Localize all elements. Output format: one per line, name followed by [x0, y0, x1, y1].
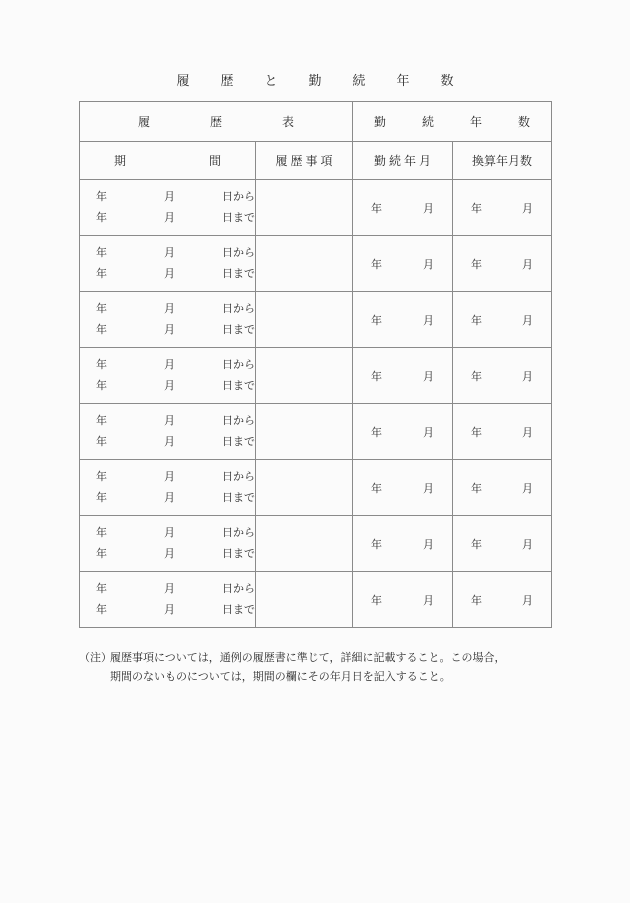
period-cell[interactable]	[80, 180, 256, 236]
column-header-period-end: 間	[208, 154, 221, 168]
converted-year-unit: 年	[471, 594, 483, 607]
footnote-text-1: 履歴事項については，通例の履歴書に準じて，詳細に記載すること。この場合，	[110, 652, 506, 664]
period-from-month-unit: 月	[164, 582, 175, 595]
converted-month-unit: 月	[522, 538, 534, 551]
period-cell[interactable]	[80, 460, 256, 516]
period-from-day-unit: 日から	[222, 526, 255, 539]
period-to-month-unit: 月	[164, 323, 175, 336]
service-years-cell[interactable]	[353, 348, 453, 404]
service-year-unit: 年	[371, 258, 383, 271]
service-years-cell[interactable]	[353, 460, 453, 516]
period-to-line	[80, 432, 255, 453]
period-from-line	[80, 411, 255, 432]
column-header-converted-years: 換算年月数	[453, 142, 552, 180]
period-from-line	[80, 579, 255, 600]
matter-cell[interactable]	[256, 236, 353, 292]
group-header-history: 履 歴 表	[80, 102, 353, 142]
period-from-year-unit: 年	[96, 414, 107, 427]
converted-year-unit: 年	[471, 538, 483, 551]
period-from-month-unit: 月	[164, 302, 175, 315]
service-years-units	[353, 256, 452, 272]
service-month-unit: 月	[423, 594, 435, 607]
period-to-line	[80, 544, 255, 565]
converted-years-cell[interactable]	[453, 460, 552, 516]
service-month-unit: 月	[423, 202, 435, 215]
converted-years-cell[interactable]	[453, 404, 552, 460]
service-year-unit: 年	[371, 426, 383, 439]
converted-month-unit: 月	[522, 258, 534, 271]
service-years-cell[interactable]	[353, 236, 453, 292]
period-to-year-unit: 年	[96, 547, 107, 560]
matter-cell[interactable]	[256, 516, 353, 572]
matter-cell[interactable]	[256, 292, 353, 348]
period-from-day-unit: 日から	[222, 414, 255, 427]
table-row	[80, 236, 552, 292]
converted-year-unit: 年	[471, 370, 483, 383]
matter-cell[interactable]	[256, 460, 353, 516]
converted-years-units	[453, 256, 551, 272]
table-row	[80, 572, 552, 628]
converted-month-unit: 月	[522, 314, 534, 327]
service-month-unit: 月	[423, 482, 435, 495]
period-to-month-unit: 月	[164, 603, 175, 616]
service-years-cell[interactable]	[353, 516, 453, 572]
converted-year-unit: 年	[471, 258, 483, 271]
period-to-month-unit: 月	[164, 491, 175, 504]
period-from-year-unit: 年	[96, 246, 107, 259]
service-years-cell[interactable]	[353, 572, 453, 628]
period-from-month-unit: 月	[164, 358, 175, 371]
period-to-month-unit: 月	[164, 211, 175, 224]
service-month-unit: 月	[423, 314, 435, 327]
table-row	[80, 516, 552, 572]
service-years-cell[interactable]	[353, 180, 453, 236]
period-from-year-unit: 年	[96, 526, 107, 539]
service-year-unit: 年	[371, 482, 383, 495]
converted-years-units	[453, 312, 551, 328]
table-row	[80, 292, 552, 348]
table-row	[80, 404, 552, 460]
converted-years-units	[453, 424, 551, 440]
period-to-line	[80, 488, 255, 509]
period-to-line	[80, 264, 255, 285]
converted-month-unit: 月	[522, 426, 534, 439]
period-to-day-unit: 日まで	[222, 211, 255, 224]
matter-cell[interactable]	[256, 180, 353, 236]
period-from-month-unit: 月	[164, 470, 175, 483]
period-from-day-unit: 日から	[222, 246, 255, 259]
converted-month-unit: 月	[522, 482, 534, 495]
period-to-year-unit: 年	[96, 267, 107, 280]
period-to-day-unit: 日まで	[222, 267, 255, 280]
period-to-day-unit: 日まで	[222, 379, 255, 392]
sub-header-row	[80, 142, 552, 180]
service-years-units	[353, 536, 452, 552]
footnote-line-2	[79, 668, 559, 687]
table-row	[80, 348, 552, 404]
period-to-month-unit: 月	[164, 435, 175, 448]
period-to-line	[80, 208, 255, 229]
period-from-year-unit: 年	[96, 302, 107, 315]
converted-year-unit: 年	[471, 482, 483, 495]
service-years-cell[interactable]	[353, 404, 453, 460]
period-from-line	[80, 187, 255, 208]
converted-years-cell[interactable]	[453, 348, 552, 404]
converted-year-unit: 年	[471, 202, 483, 215]
converted-year-unit: 年	[471, 426, 483, 439]
service-years-units	[353, 424, 452, 440]
column-header-service-years: 勤 続 年 月	[353, 142, 453, 180]
period-cell[interactable]	[80, 236, 256, 292]
service-years-units	[353, 200, 452, 216]
period-from-month-unit: 月	[164, 526, 175, 539]
period-cell[interactable]	[80, 292, 256, 348]
service-month-unit: 月	[423, 426, 435, 439]
period-to-month-unit: 月	[164, 379, 175, 392]
converted-year-unit: 年	[471, 314, 483, 327]
footnote-marker: （注）	[79, 652, 112, 664]
page-title: 履 歴 と 勤 続 年 数	[176, 73, 463, 88]
period-to-year-unit: 年	[96, 211, 107, 224]
period-from-year-unit: 年	[96, 358, 107, 371]
service-years-units	[353, 368, 452, 384]
service-year-unit: 年	[371, 370, 383, 383]
period-to-year-unit: 年	[96, 491, 107, 504]
group-header-row	[80, 102, 552, 142]
period-from-line	[80, 299, 255, 320]
service-year-unit: 年	[371, 202, 383, 215]
column-header-matter: 履 歴 事 項	[256, 142, 353, 180]
converted-years-cell[interactable]	[453, 180, 552, 236]
converted-years-cell[interactable]	[453, 236, 552, 292]
table-body	[80, 102, 552, 628]
period-to-day-unit: 日まで	[222, 435, 255, 448]
period-cell[interactable]	[80, 348, 256, 404]
service-year-unit: 年	[371, 594, 383, 607]
period-to-year-unit: 年	[96, 379, 107, 392]
period-from-day-unit: 日から	[222, 358, 255, 371]
period-to-year-unit: 年	[96, 603, 107, 616]
period-from-line	[80, 523, 255, 544]
footnote	[79, 649, 559, 687]
period-from-day-unit: 日から	[222, 470, 255, 483]
service-years-units	[353, 592, 452, 608]
service-years-cell[interactable]	[353, 292, 453, 348]
converted-years-cell[interactable]	[453, 516, 552, 572]
history-and-service-years-table	[79, 101, 552, 628]
table-row	[80, 180, 552, 236]
period-to-line	[80, 320, 255, 341]
footnote-line-1	[79, 649, 559, 668]
period-to-day-unit: 日まで	[222, 547, 255, 560]
period-from-year-unit: 年	[96, 470, 107, 483]
period-to-year-unit: 年	[96, 323, 107, 336]
converted-month-unit: 月	[522, 370, 534, 383]
period-cell[interactable]	[80, 572, 256, 628]
service-month-unit: 月	[423, 370, 435, 383]
period-cell[interactable]	[80, 516, 256, 572]
period-from-year-unit: 年	[96, 190, 107, 203]
converted-month-unit: 月	[522, 202, 534, 215]
period-to-day-unit: 日まで	[222, 491, 255, 504]
table-row	[80, 460, 552, 516]
service-month-unit: 月	[423, 258, 435, 271]
period-to-month-unit: 月	[164, 267, 175, 280]
column-header-period-start: 期	[114, 154, 127, 168]
period-from-month-unit: 月	[164, 190, 175, 203]
period-from-day-unit: 日から	[222, 190, 255, 203]
converted-years-units	[453, 368, 551, 384]
period-from-month-unit: 月	[164, 246, 175, 259]
period-from-month-unit: 月	[164, 414, 175, 427]
period-from-line	[80, 243, 255, 264]
period-to-year-unit: 年	[96, 435, 107, 448]
period-to-line	[80, 376, 255, 397]
service-years-units	[353, 312, 452, 328]
period-from-line	[80, 467, 255, 488]
matter-cell[interactable]	[256, 572, 353, 628]
converted-years-units	[453, 592, 551, 608]
period-from-line	[80, 355, 255, 376]
converted-years-units	[453, 536, 551, 552]
period-to-day-unit: 日まで	[222, 323, 255, 336]
converted-month-unit: 月	[522, 594, 534, 607]
period-to-line	[80, 600, 255, 621]
period-from-day-unit: 日から	[222, 302, 255, 315]
service-year-unit: 年	[371, 314, 383, 327]
footnote-text-2: 期間のないものについては，期間の欄にその年月日を記入すること。	[110, 671, 451, 683]
converted-years-units	[453, 480, 551, 496]
converted-years-cell[interactable]	[453, 292, 552, 348]
period-to-day-unit: 日まで	[222, 603, 255, 616]
converted-years-units	[453, 200, 551, 216]
period-from-day-unit: 日から	[222, 582, 255, 595]
period-to-month-unit: 月	[164, 547, 175, 560]
converted-years-cell[interactable]	[453, 572, 552, 628]
column-header-period	[80, 142, 256, 180]
matter-cell[interactable]	[256, 348, 353, 404]
service-year-unit: 年	[371, 538, 383, 551]
period-from-year-unit: 年	[96, 582, 107, 595]
service-years-units	[353, 480, 452, 496]
group-header-service-years: 勤 続 年 数	[353, 102, 552, 142]
matter-cell[interactable]	[256, 404, 353, 460]
service-month-unit: 月	[423, 538, 435, 551]
period-cell[interactable]	[80, 404, 256, 460]
